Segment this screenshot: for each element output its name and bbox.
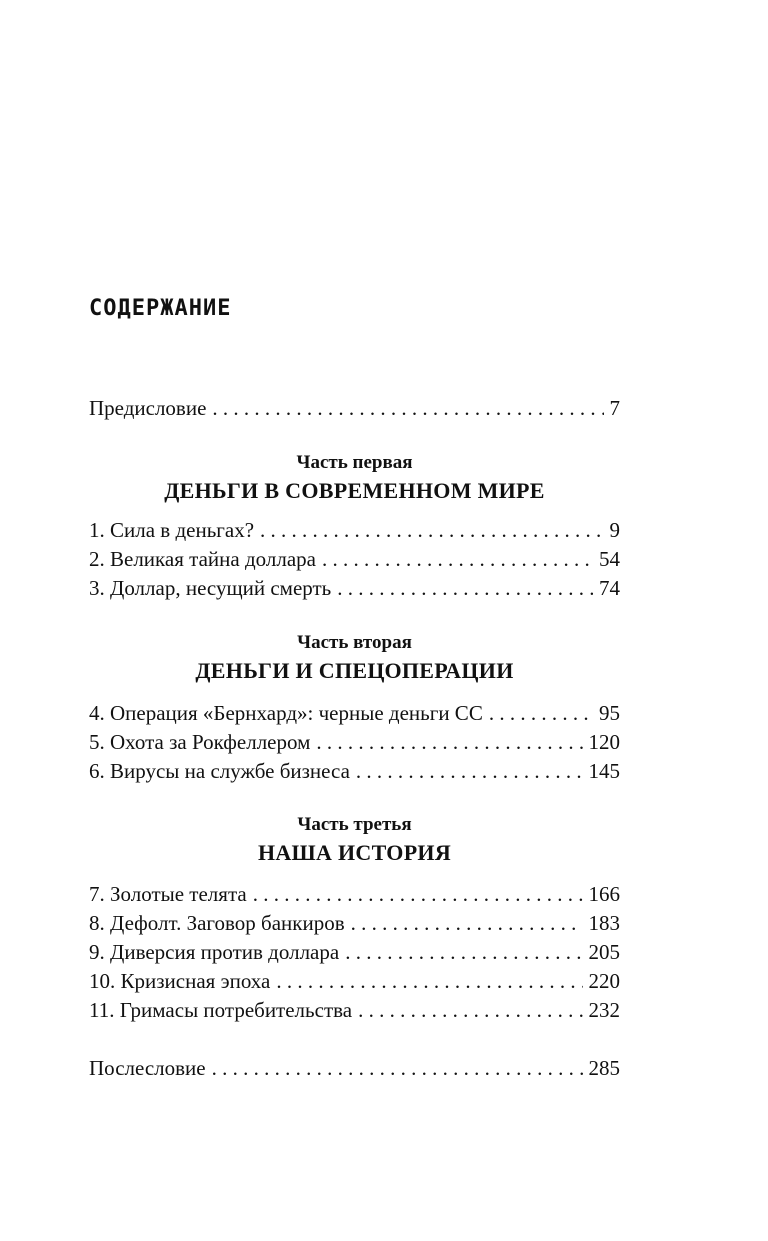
entry-label: 2. Великая тайна доллара <box>89 547 316 571</box>
dot-leader <box>345 938 582 966</box>
entry-label: Послесловие <box>89 1056 206 1080</box>
entry-page-number: 95 <box>599 701 620 725</box>
entry-page-number: 7 <box>609 396 620 420</box>
entry-label: 6. Вирусы на службе бизнеса <box>89 759 350 783</box>
part-title: ДЕНЬГИ И СПЕЦОПЕРАЦИИ <box>195 658 514 683</box>
entry-label: 10. Кризисная эпоха <box>89 969 271 993</box>
toc-entry[interactable] <box>89 909 620 937</box>
dot-leader <box>276 967 582 995</box>
dot-leader <box>351 909 583 937</box>
entry-label: 11. Гримасы потребительства <box>89 998 353 1022</box>
dot-leader <box>356 757 583 785</box>
entry-label: 5. Охота за Рокфеллером <box>89 730 311 754</box>
entry-label: 4. Операция «Бернхард»: черные деньги СС <box>89 701 483 725</box>
dot-leader <box>212 1054 583 1082</box>
entry-page-number: 183 <box>588 911 620 935</box>
toc-entry[interactable] <box>89 757 620 785</box>
toc-entry[interactable] <box>89 699 620 727</box>
part-kicker: Часть первая <box>296 452 413 473</box>
entry-label: 8. Дефолт. Заговор банкиров <box>89 911 345 935</box>
entry-page-number: 54 <box>599 547 620 571</box>
entry-page-number: 120 <box>588 730 620 754</box>
toc-entry-preface[interactable] <box>89 394 620 422</box>
entry-page-number: 285 <box>588 1056 620 1080</box>
dot-leader <box>253 880 583 908</box>
entry-label: 9. Диверсия против доллара <box>89 940 340 964</box>
part-kicker: Часть вторая <box>297 632 412 653</box>
entry-label: 1. Сила в деньгах? <box>89 518 255 542</box>
toc-entry[interactable] <box>89 938 620 966</box>
entry-page-number: 9 <box>609 518 620 542</box>
entry-label: Предисловие <box>89 396 207 420</box>
toc-entry[interactable] <box>89 728 620 756</box>
toc-entry[interactable] <box>89 996 620 1024</box>
entry-page-number: 74 <box>599 576 620 600</box>
entry-page-number: 145 <box>588 759 620 783</box>
dot-leader <box>260 516 603 544</box>
toc-entry[interactable] <box>89 574 620 602</box>
toc-entry[interactable] <box>89 967 620 995</box>
entry-page-number: 166 <box>588 882 620 906</box>
dot-leader <box>316 728 582 756</box>
part-kicker: Часть третья <box>297 814 412 835</box>
toc-entry-afterword[interactable] <box>89 1054 620 1082</box>
toc-entry[interactable] <box>89 545 620 573</box>
dot-leader <box>489 699 593 727</box>
entry-label: 3. Доллар, несущий смерть <box>89 576 332 600</box>
part-title: ДЕНЬГИ В СОВРЕМЕННОМ МИРЕ <box>164 478 545 503</box>
dot-leader <box>322 545 593 573</box>
entry-page-number: 220 <box>588 969 620 993</box>
dot-leader <box>337 574 593 602</box>
page-title: СОДЕРЖАНИЕ <box>89 296 232 321</box>
entry-page-number: 205 <box>588 940 620 964</box>
entry-label: 7. Золотые телята <box>89 882 247 906</box>
toc-entry[interactable] <box>89 516 620 544</box>
entry-page-number: 232 <box>588 998 620 1022</box>
dot-leader <box>212 394 603 422</box>
dot-leader <box>358 996 582 1024</box>
part-title: НАША ИСТОРИЯ <box>257 840 452 865</box>
toc-entry[interactable] <box>89 880 620 908</box>
